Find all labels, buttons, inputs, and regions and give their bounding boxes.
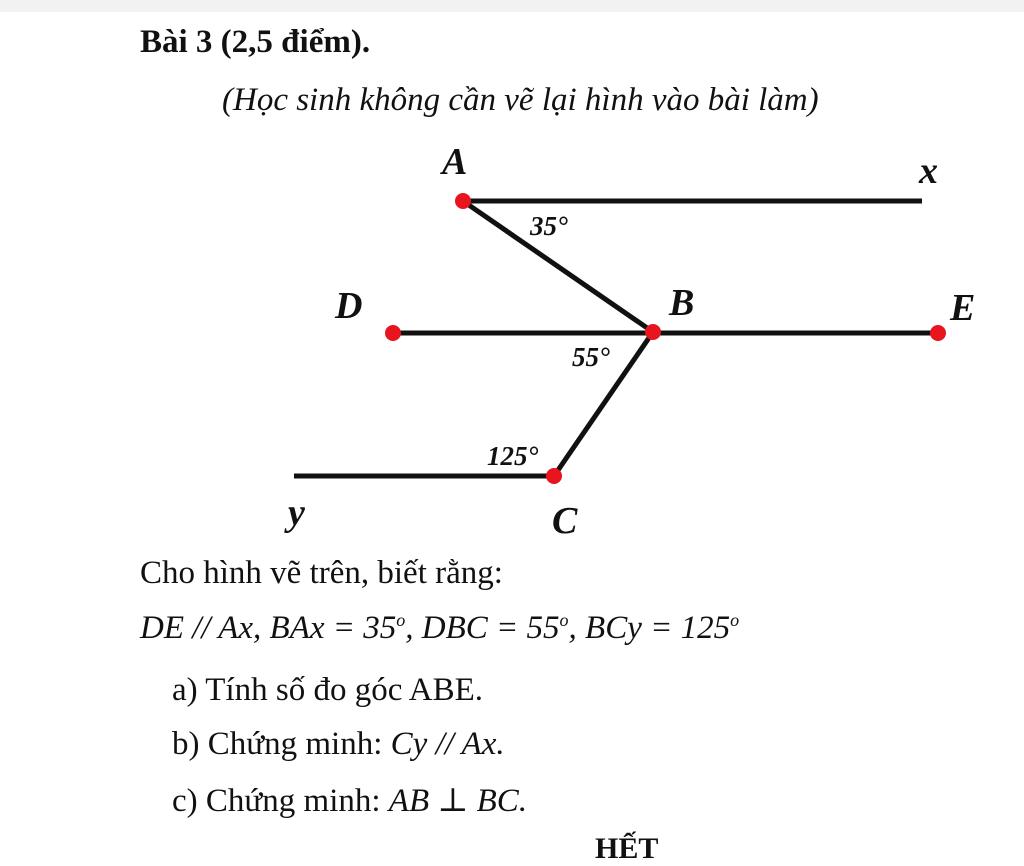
- given-conditions: [140, 610, 739, 647]
- angle-label-c: 125°: [487, 441, 539, 471]
- point-a: [455, 193, 471, 209]
- label-b: B: [669, 282, 695, 324]
- given-part-2: , DBC = 55: [405, 610, 560, 646]
- label-y: y: [288, 492, 305, 534]
- label-e: E: [950, 287, 976, 329]
- problem-intro: Cho hình vẽ trên, biết rằng:: [140, 555, 503, 591]
- question-a: [172, 672, 483, 709]
- angle-label-b: 55°: [572, 342, 610, 372]
- exercise-title: Bài 3 (2,5 điểm).: [140, 24, 371, 60]
- point-b: [645, 324, 661, 340]
- angle-label-a: 35°: [530, 211, 568, 241]
- label-x: x: [919, 150, 938, 192]
- degree-mark-1: o: [396, 610, 406, 630]
- label-d: D: [335, 285, 363, 327]
- point-d: [385, 325, 401, 341]
- point-e: [930, 325, 946, 341]
- point-c: [546, 468, 562, 484]
- question-c-text: c) Chứng minh:: [172, 783, 389, 819]
- question-c-math: AB ⊥ BC.: [388, 783, 528, 819]
- footer-end-mark: HẾT: [595, 832, 659, 865]
- question-b-math: Cy // Ax.: [390, 726, 505, 762]
- question-c: [172, 780, 527, 820]
- degree-mark-3: o: [730, 610, 740, 630]
- question-b: [172, 726, 505, 763]
- label-a: A: [442, 141, 468, 183]
- given-part-3: , BCy = 125: [568, 610, 731, 646]
- instruction-note: (Học sinh không cần vẽ lại hình vào bài làm): [222, 82, 819, 118]
- label-c: C: [552, 500, 578, 542]
- question-b-text: b) Chứng minh:: [172, 726, 391, 762]
- given-part-1: DE // Ax, BAx = 35: [140, 610, 397, 646]
- question-a-text: a) Tính số đo góc ABE.: [172, 672, 484, 708]
- degree-mark-2: o: [559, 610, 569, 630]
